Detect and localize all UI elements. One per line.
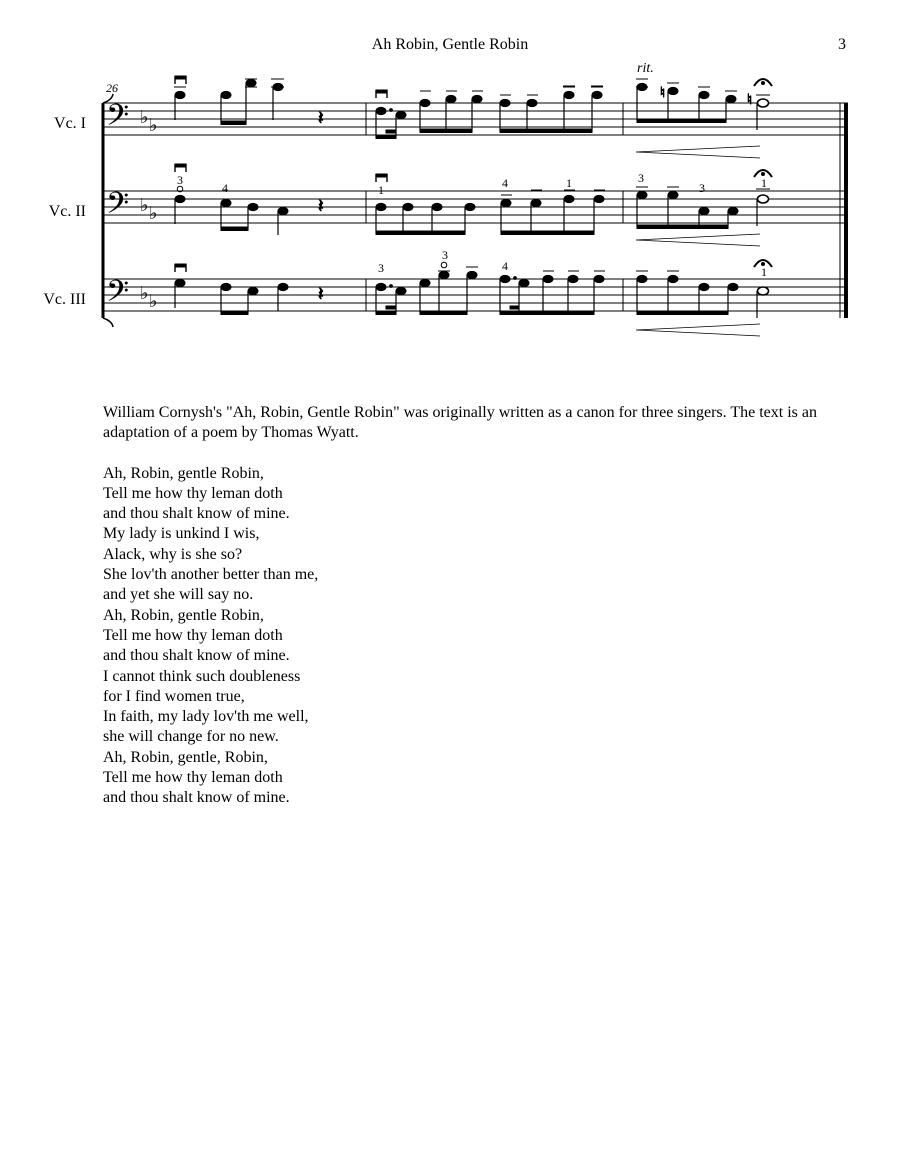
- svg-text:𝄽: 𝄽: [318, 108, 324, 128]
- poem-line: and yet she will say no.: [103, 586, 254, 604]
- fingering: 4: [502, 176, 508, 190]
- poem-line: and thou shalt know of mine.: [103, 505, 290, 523]
- svg-text:♭: ♭: [149, 291, 158, 311]
- fingering: 3: [699, 181, 705, 195]
- key-signatures: [140, 107, 158, 311]
- svg-text:♭: ♭: [149, 203, 158, 223]
- fingering: 4: [222, 181, 228, 195]
- poem-line: Tell me how thy leman doth: [103, 769, 283, 787]
- svg-text:♮: ♮: [747, 93, 753, 108]
- staff-vc2: [104, 191, 848, 223]
- page-title: Ah Robin, Gentle Robin: [371, 36, 529, 53]
- vc2-fingerings: [177, 171, 767, 197]
- intro-paragraph: William Cornysh's "Ah, Robin, Gentle Robin" was originally written as a canon for three singers. The text is an adaptation of a poem by Thomas Wyatt.: [103, 404, 817, 442]
- fingering: 1: [566, 176, 572, 190]
- fingering: 4: [502, 259, 508, 273]
- staff-vc1: [104, 103, 848, 135]
- svg-text:𝄢: 𝄢: [106, 275, 130, 315]
- fingering: 1: [761, 176, 767, 190]
- staff-label-vc3: Vc. III: [43, 291, 86, 308]
- staff-label-vc2: Vc. II: [48, 203, 86, 220]
- svg-text:♭: ♭: [140, 195, 149, 215]
- vc3-fingerings: [378, 248, 767, 279]
- svg-text:♮: ♮: [660, 86, 666, 101]
- fingering: 3: [442, 248, 448, 262]
- poem-line: In faith, my lady lov'th me well,: [103, 708, 309, 726]
- poem-line: She lov'th another better than me,: [103, 566, 319, 584]
- fingering: 1: [378, 183, 384, 197]
- poem-line: Ah, Robin, gentle, Robin,: [103, 748, 268, 766]
- poem-line: Ah, Robin, gentle Robin,: [103, 606, 264, 624]
- svg-text:♭: ♭: [140, 107, 149, 127]
- svg-text:𝄽: 𝄽: [318, 284, 324, 304]
- tempo-marking-rit: rit.: [637, 61, 654, 76]
- vc2-notes: [175, 164, 772, 246]
- svg-text:♭: ♭: [149, 115, 158, 135]
- svg-text:𝄢: 𝄢: [106, 187, 130, 227]
- poem-line: I cannot think such doubleness: [103, 667, 301, 685]
- poem-line: Tell me how thy leman doth: [103, 626, 283, 644]
- fingering: 3: [177, 173, 183, 187]
- poem-line: for I find women true,: [103, 687, 245, 705]
- vc3-notes: [175, 260, 772, 336]
- fingering: 1: [761, 265, 767, 279]
- page-number: 3: [838, 36, 846, 53]
- clefs: [106, 99, 129, 315]
- music-score: [0, 0, 900, 340]
- staff-label-vc1: Vc. I: [54, 115, 86, 132]
- poem-line: Ah, Robin, gentle Robin,: [103, 464, 264, 482]
- poem-line: and thou shalt know of mine.: [103, 647, 290, 665]
- vc1-notes: [174, 76, 772, 158]
- poem: [103, 464, 843, 809]
- poem-line: she will change for no new.: [103, 728, 279, 746]
- svg-text:𝄢: 𝄢: [106, 99, 130, 139]
- poem-line: Tell me how thy leman doth: [103, 484, 283, 502]
- fingering: 3: [378, 261, 384, 275]
- poem-line: Alack, why is she so?: [103, 545, 243, 563]
- program-notes: [103, 403, 843, 809]
- poem-line: My lady is unkind I wis,: [103, 525, 260, 543]
- svg-text:𝄽: 𝄽: [318, 196, 324, 216]
- poem-line: and thou shalt know of mine.: [103, 789, 290, 807]
- measure-number: 26: [106, 81, 118, 95]
- fingering: 3: [638, 171, 644, 185]
- svg-text:♭: ♭: [140, 283, 149, 303]
